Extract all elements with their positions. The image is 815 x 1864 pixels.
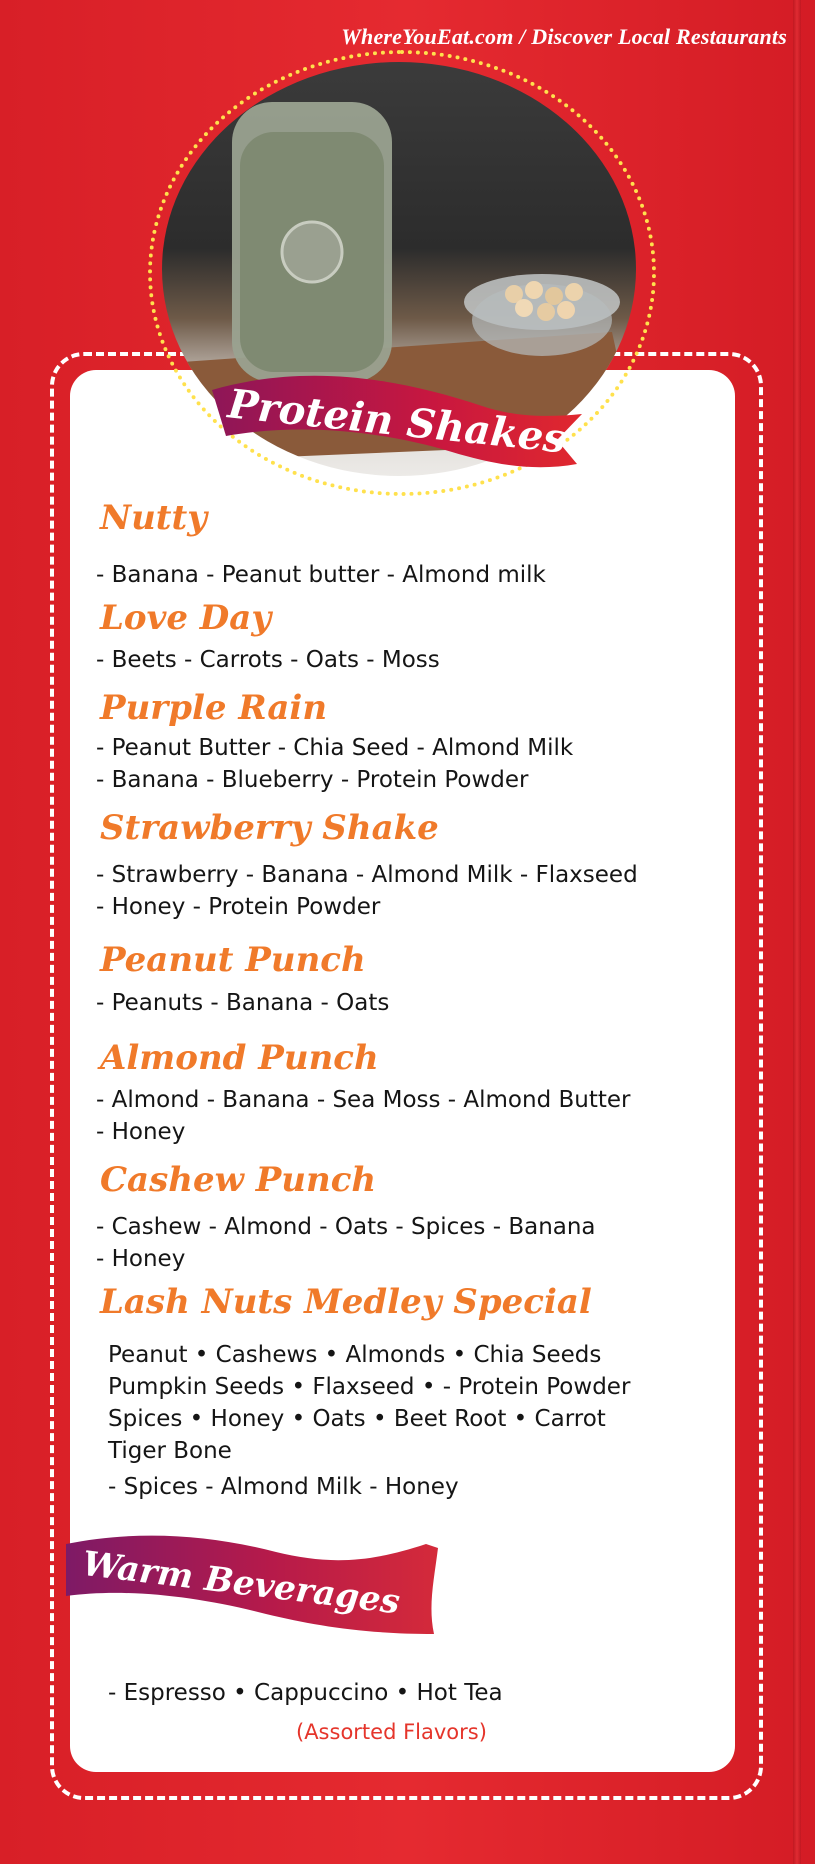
item-ingredients: - Beets - Carrots - Oats - Moss (96, 647, 440, 673)
item-name-love-day: Love Day (100, 598, 272, 638)
item-ingredients: - Peanut Butter - Chia Seed - Almond Milk (96, 735, 574, 761)
paper-fold (793, 0, 801, 1864)
assorted-flavors-note: (Assorted Flavors) (296, 1720, 487, 1744)
warm-beverages-title: Warm Beverages (80, 1543, 402, 1623)
item-ingredients: - Almond - Banana - Sea Moss - Almond Butter (96, 1087, 631, 1113)
warm-beverages-list: - Espresso • Cappuccino • Hot Tea (108, 1680, 503, 1706)
item-ingredients: - Banana - Peanut butter - Almond milk (96, 562, 546, 588)
item-name-purple-rain: Purple Rain (100, 688, 328, 728)
item-ingredients: - Cashew - Almond - Oats - Spices - Banana (96, 1214, 596, 1240)
item-name-almond-punch: Almond Punch (100, 1038, 379, 1078)
item-name-lash-nuts-medley-special: Lash Nuts Medley Special (100, 1282, 592, 1322)
item-ingredients: - Peanuts - Banana - Oats (96, 990, 390, 1016)
item-ingredients: - Honey - Protein Powder (96, 894, 381, 920)
item-name-strawberry-shake: Strawberry Shake (100, 808, 439, 848)
item-ingredients: - Strawberry - Banana - Almond Milk - Flaxseed (96, 862, 638, 888)
item-ingredients: Pumpkin Seeds • Flaxseed • - Protein Powder (108, 1374, 631, 1400)
item-name-peanut-punch: Peanut Punch (100, 940, 366, 980)
jar-emblem (282, 222, 342, 282)
item-name-nutty: Nutty (100, 498, 207, 538)
warm-beverages-ribbon (66, 1530, 446, 1640)
item-ingredients: Peanut • Cashews • Almonds • Chia Seeds (108, 1342, 602, 1368)
item-ingredients: Tiger Bone (108, 1438, 232, 1464)
site-header: WhereYouEat.com / Discover Local Restaurants (341, 24, 787, 49)
item-ingredients: - Honey (96, 1246, 186, 1272)
protein-shakes-ribbon (212, 368, 582, 474)
item-ingredients: - Honey (96, 1119, 186, 1145)
item-ingredients: Spices • Honey • Oats • Beet Root • Carrot (108, 1406, 606, 1432)
item-ingredients: - Banana - Blueberry - Protein Powder (96, 767, 529, 793)
protein-shakes-title: Protein Shakes (225, 379, 569, 463)
item-name-cashew-punch: Cashew Punch (100, 1160, 377, 1200)
item-ingredients: - Spices - Almond Milk - Honey (108, 1474, 459, 1500)
